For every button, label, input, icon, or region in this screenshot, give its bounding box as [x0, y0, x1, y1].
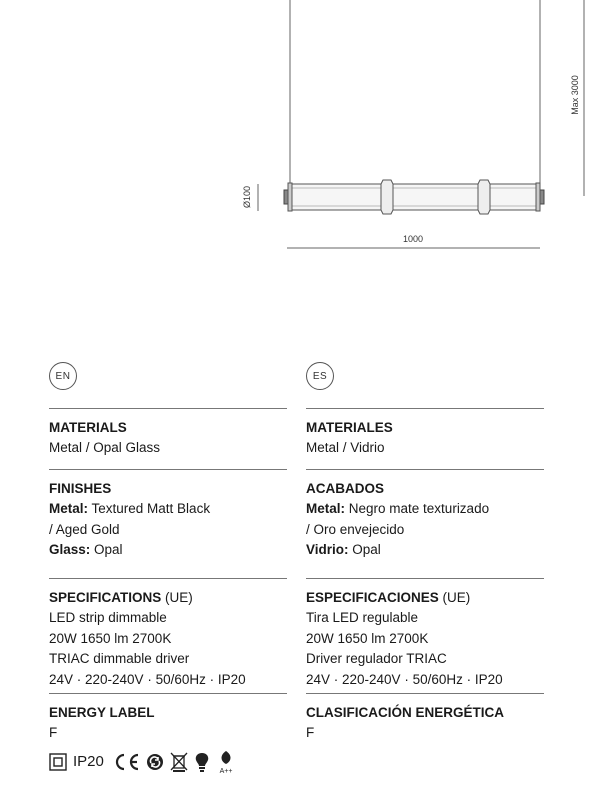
- class-ii-double-square-icon: [49, 753, 67, 771]
- energy-title: ENERGY LABEL: [49, 705, 155, 720]
- ip-rating: IP20: [73, 752, 104, 770]
- spec-line: 20W 1650 lm 2700K: [49, 630, 172, 646]
- materiales-value: Metal / Vidrio: [306, 440, 385, 455]
- spec-line: LED strip dimmable: [49, 610, 167, 625]
- acabados-title: ACABADOS: [306, 481, 385, 496]
- spanish-column: [306, 362, 544, 744]
- especificaciones-title: ESPECIFICACIONES: [306, 590, 439, 605]
- specifications-suffix: (UE): [161, 590, 193, 605]
- spec-line: TRIAC dimmable driver: [49, 651, 190, 666]
- lamp-body: [284, 180, 544, 214]
- height-label: Max 3000: [570, 75, 580, 115]
- metal-value-cont: / Oro envejecido: [306, 521, 405, 537]
- glass-value: Opal: [90, 542, 123, 557]
- energy-value: F: [49, 725, 58, 740]
- materials-section: [49, 408, 287, 469]
- energy-section: [49, 693, 287, 774]
- clasificacion-title: CLASIFICACIÓN ENERGÉTICA: [306, 705, 505, 720]
- materiales-section: [306, 408, 544, 469]
- width-label: 1000: [402, 234, 424, 244]
- metal-value-cont: / Aged Gold: [49, 521, 120, 537]
- metal-value: Negro mate texturizado: [345, 501, 490, 516]
- especificaciones-section: [306, 578, 544, 693]
- english-column: [49, 362, 287, 774]
- specifications-title: SPECIFICATIONS: [49, 590, 162, 605]
- recycle-icon: [146, 753, 164, 771]
- materiales-title: MATERIALES: [306, 420, 393, 435]
- glass-key: Glass:: [49, 542, 91, 557]
- spec-line: 24V · 220-240V · 50/60Hz · IP20: [306, 671, 503, 687]
- diameter-label: Ø100: [242, 185, 252, 209]
- spec-line: 20W 1650 lm 2700K: [306, 630, 429, 646]
- weee-crossed-bin-icon: [170, 752, 188, 772]
- ce-mark-icon: [112, 753, 140, 771]
- specifications-section: [49, 578, 287, 693]
- acabados-section: [306, 469, 544, 578]
- vidrio-key: Vidrio:: [306, 542, 349, 557]
- a-plus-plus-leaf-icon: [216, 750, 236, 774]
- clasificacion-section: [306, 693, 544, 744]
- materials-value: Metal / Opal Glass: [49, 440, 161, 455]
- technical-drawing: [0, 0, 600, 270]
- spec-line: Tira LED regulable: [306, 610, 419, 625]
- language-badge-en: EN: [49, 362, 77, 390]
- energy-class-mark: A++: [219, 767, 233, 774]
- certification-icons: [49, 750, 287, 774]
- spec-line: Driver regulador TRIAC: [306, 651, 447, 666]
- spec-line: 24V · 220-240V · 50/60Hz · IP20: [49, 671, 246, 687]
- metal-value: Textured Matt Black: [88, 501, 211, 516]
- especificaciones-suffix: (UE): [438, 590, 471, 605]
- materials-title: MATERIALS: [49, 420, 127, 435]
- metal-key: Metal:: [49, 501, 89, 516]
- language-badge-es: ES: [306, 362, 334, 390]
- metal-key: Metal:: [306, 501, 346, 516]
- vidrio-value: Opal: [348, 542, 381, 557]
- clasificacion-value: F: [306, 725, 315, 740]
- finishes-title: FINISHES: [49, 481, 112, 496]
- led-bulb-icon: [194, 752, 210, 772]
- finishes-section: [49, 469, 287, 578]
